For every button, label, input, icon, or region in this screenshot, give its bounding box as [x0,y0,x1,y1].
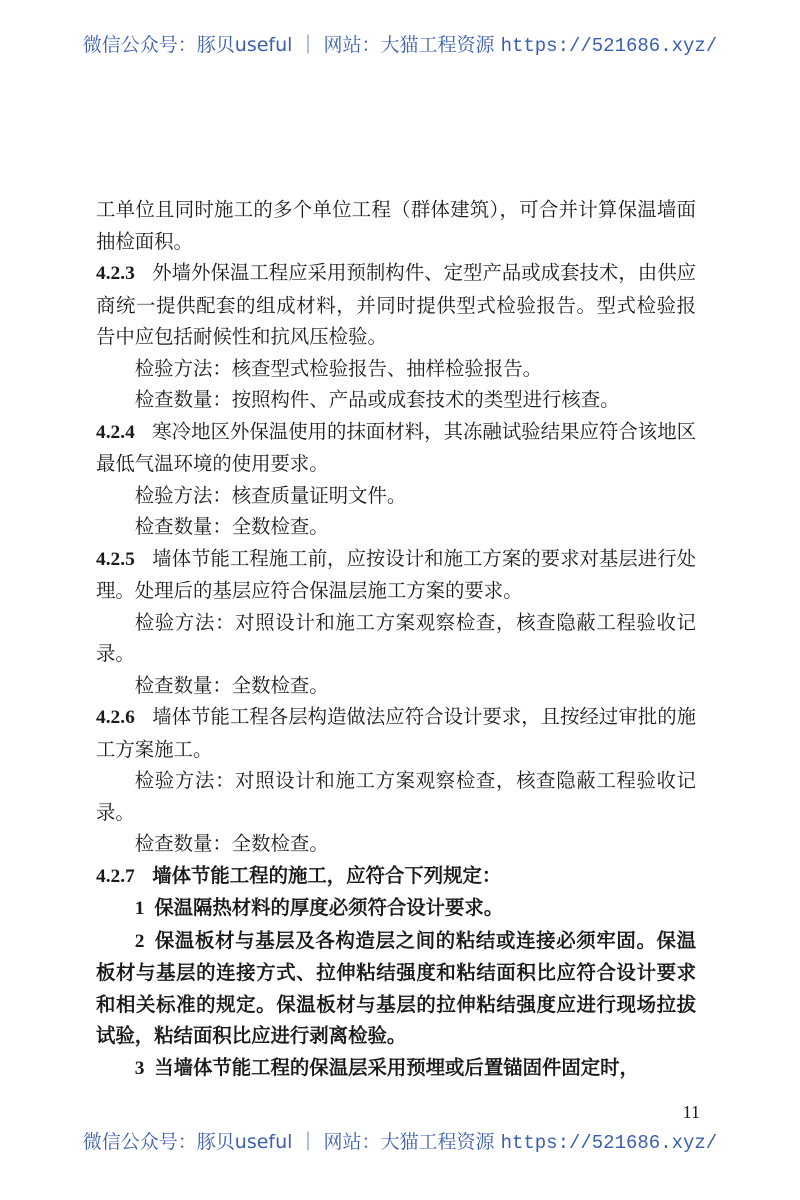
list-item-3 [96,1052,696,1085]
inspection-quantity: 检查数量：全数检查。 [134,673,329,697]
item-number: 2 [134,930,145,952]
clause-text: 寒冷地区外保温使用的抹面材料，其冻融试验结果应符合该地区最低气温环境的使用要求。 [96,419,696,475]
inspection-method: 检验方法：核查型式检验报告、抽样检验报告。 [134,356,542,380]
inspection-method: 检验方法：对照设计和施工方案观察检查，核查隐蔽工程验收记录。 [96,769,696,824]
list-item-1 [96,892,696,925]
document-body [96,194,696,1084]
clause-number: 4.2.3 [96,263,135,284]
list-item-2 [96,925,696,1052]
inspection-quantity: 检查数量：全数检查。 [134,832,329,855]
item-text: 保温板材与基层及各构造层之间的粘结或连接必须牢固。保温板材与基层的连接方式、拉伸粘结强度和粘结面积比应符合设计要求和相关标准的规定。保温板材与基层的拉伸粘结强度应进行现场拉拔试验，粘结面积比应进行剥离检验。 [96,928,696,1047]
clause-text: 墙体节能工程施工前，应按设计和施工方案的要求对基层进行处理。处理后的基层应符合保温层施工方案的要求。 [96,546,696,602]
clause-number: 4.2.5 [96,548,135,570]
watermark-text: 微信公众号：豚贝useful ｜ 网站：大猫工程资源 [82,1131,495,1153]
watermark-url[interactable]: https://521686.xyz/ [500,35,718,57]
inspection-method: 检验方法：对照设计和施工方案观察检查，核查隐蔽工程验收记录。 [96,610,696,665]
inspection-quantity: 检查数量：按照构件、产品或成套技术的类型进行核查。 [134,388,620,411]
item-number: 3 [134,1057,145,1079]
clause-text: 墙体节能工程的施工，应符合下列规定： [152,863,502,887]
page-number: 11 [682,1102,700,1122]
watermark-text: 微信公众号：豚贝useful ｜ 网站：大猫工程资源 [82,34,495,56]
clause-4-2-3 [96,257,696,353]
clause-4-2-4 [96,416,696,480]
inspection-quantity: 检查数量：全数检查。 [134,515,329,538]
clause-text: 外墙外保温工程应采用预制构件、定型产品或成套技术，由供应商统一提供配套的组成材料，并同时提供型式检验报告。型式检验报告中应包括耐候性和抗风压检验。 [96,261,696,348]
item-number: 1 [134,898,145,919]
clause-number: 4.2.6 [96,707,135,728]
item-text: 保温隔热材料的厚度必须符合设计要求。 [154,896,504,919]
clause-number: 4.2.4 [96,421,135,443]
watermark-url[interactable]: https://521686.xyz/ [500,1132,718,1154]
clause-4-2-6 [96,701,696,765]
watermark-bottom [0,1127,800,1154]
clause-number: 4.2.7 [96,865,135,887]
clause-text: 墙体节能工程各层构造做法应符合设计要求，且按经过审批的施工方案施工。 [96,705,696,761]
paragraph-continuation: 工单位且同时施工的多个单位工程（群体建筑），可合并计算保温墙面抽检面积。 [96,198,696,253]
item-text: 当墙体节能工程的保温层采用预埋或后置锚固件固定时， [154,1055,639,1079]
watermark-top [0,30,800,57]
inspection-method: 检验方法：核查质量证明文件。 [134,483,407,507]
clause-4-2-5 [96,543,696,607]
clause-4-2-7 [96,860,696,893]
